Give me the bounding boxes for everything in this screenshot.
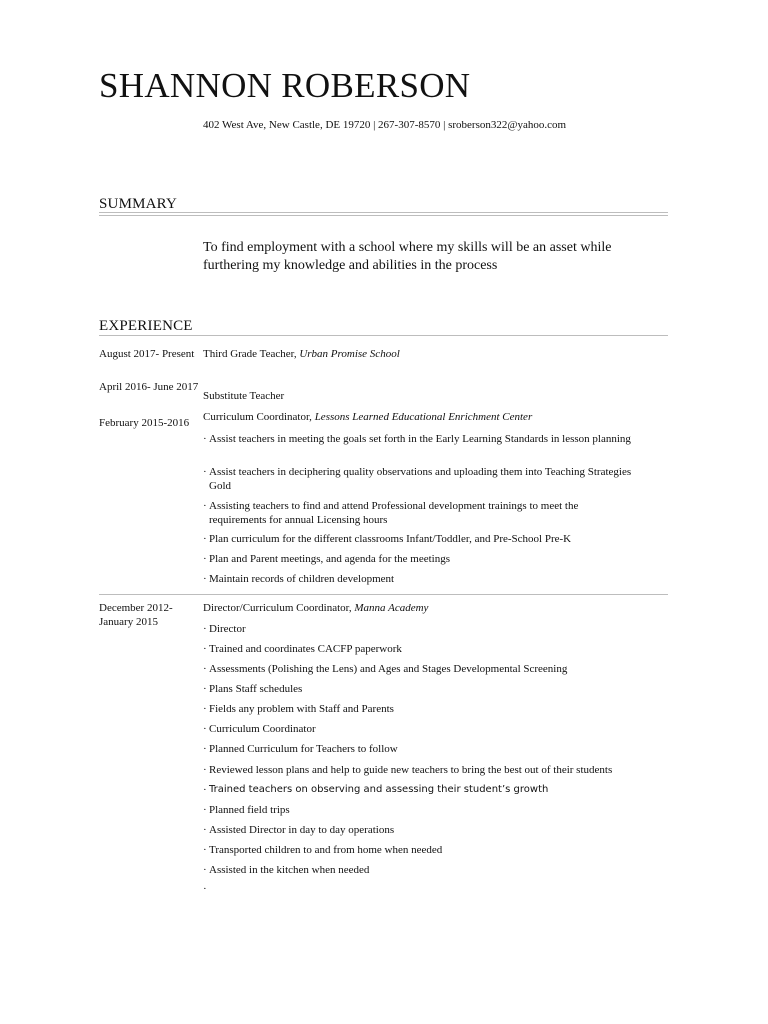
bullet-b-5: · Fields any problem with Staff and Parents xyxy=(203,703,394,715)
bullet-b-6: · Curriculum Coordinator xyxy=(203,723,316,735)
bullet-b-7: · Planned Curriculum for Teachers to follow xyxy=(203,743,398,755)
bullet-b-3: · Assessments (Polishing the Lens) and Ages and Stages Developmental Screening xyxy=(203,663,568,675)
bullet-b-13: · Assisted in the kitchen when needed xyxy=(203,864,370,876)
bullet-a-6: · Maintain records of children development xyxy=(203,573,395,585)
bullet-b-9: · Trained teachers on observing and assessing their student’s growth xyxy=(203,784,549,796)
bullet-b-11: · Assisted Director in day to day operations xyxy=(203,824,395,836)
job-role-1: Third Grade Teacher, xyxy=(203,348,300,360)
bullet-a-4: · Plan curriculum for the different classrooms Infant/Toddler, and Pre-School Pre-K xyxy=(203,533,572,545)
experience-heading: EXPERIENCE xyxy=(99,318,193,334)
bullet-b-10: · Planned field trips xyxy=(203,804,290,816)
job-date-4: December 2012- January 2015 xyxy=(99,602,173,628)
job-role-4: Director/Curriculum Coordinator, xyxy=(203,602,355,614)
job-org-1: Urban Promise School xyxy=(299,348,400,360)
job-title-1 xyxy=(203,347,643,361)
job-divider xyxy=(99,594,668,595)
bullet-b-1: · Director xyxy=(203,623,246,635)
candidate-name: SHANNON ROBERSON xyxy=(99,66,471,105)
contact-info: 402 West Ave, New Castle, DE 19720 | 267-307-8570 | sroberson322@yahoo.com xyxy=(203,119,567,131)
job-title-3 xyxy=(203,410,643,424)
job-title-4 xyxy=(203,601,643,615)
job-date-2: April 2016- June 2017 xyxy=(99,381,199,393)
summary-rule-top xyxy=(99,212,668,213)
job-date-3: February 2015-2016 xyxy=(99,417,190,429)
bullet-b-8: · Reviewed lesson plans and help to guide new teachers to bring the best out of their students xyxy=(203,764,613,776)
summary-heading: SUMMARY xyxy=(99,196,178,212)
job-org-3: Lessons Learned Educational Enrichment Center xyxy=(314,411,533,423)
job-role-3: Curriculum Coordinator, xyxy=(203,411,315,423)
job-org-4: Manna Academy xyxy=(354,602,429,614)
bullet-a-5: · Plan and Parent meetings, and agenda for the meetings xyxy=(203,553,451,565)
job-title-2: Substitute Teacher xyxy=(203,390,285,402)
bullet-a-1: · Assist teachers in meeting the goals set forth in the Early Learning Standards in lesson planning xyxy=(203,433,631,445)
summary-text: To find employment with a school where my skills will be an asset while furthering my knowledge and abilities in the process xyxy=(203,240,612,273)
summary-rule-bottom xyxy=(99,215,668,216)
bullet-b-2: · Trained and coordinates CACFP paperwork xyxy=(203,643,402,655)
bullet-a-3: · Assisting teachers to find and attend Professional development trainings to meet the requirements for annual Licensing hours xyxy=(203,500,579,526)
bullet-b-4: · Plans Staff schedules xyxy=(203,683,303,695)
experience-rule xyxy=(99,335,668,336)
job-date-1: August 2017- Present xyxy=(99,348,195,360)
bullet-b-12: · Transported children to and from home when needed xyxy=(203,844,443,856)
bullet-a-2: · Assist teachers in deciphering quality observations and uploading them into Teaching Strategies Gold xyxy=(203,466,632,492)
